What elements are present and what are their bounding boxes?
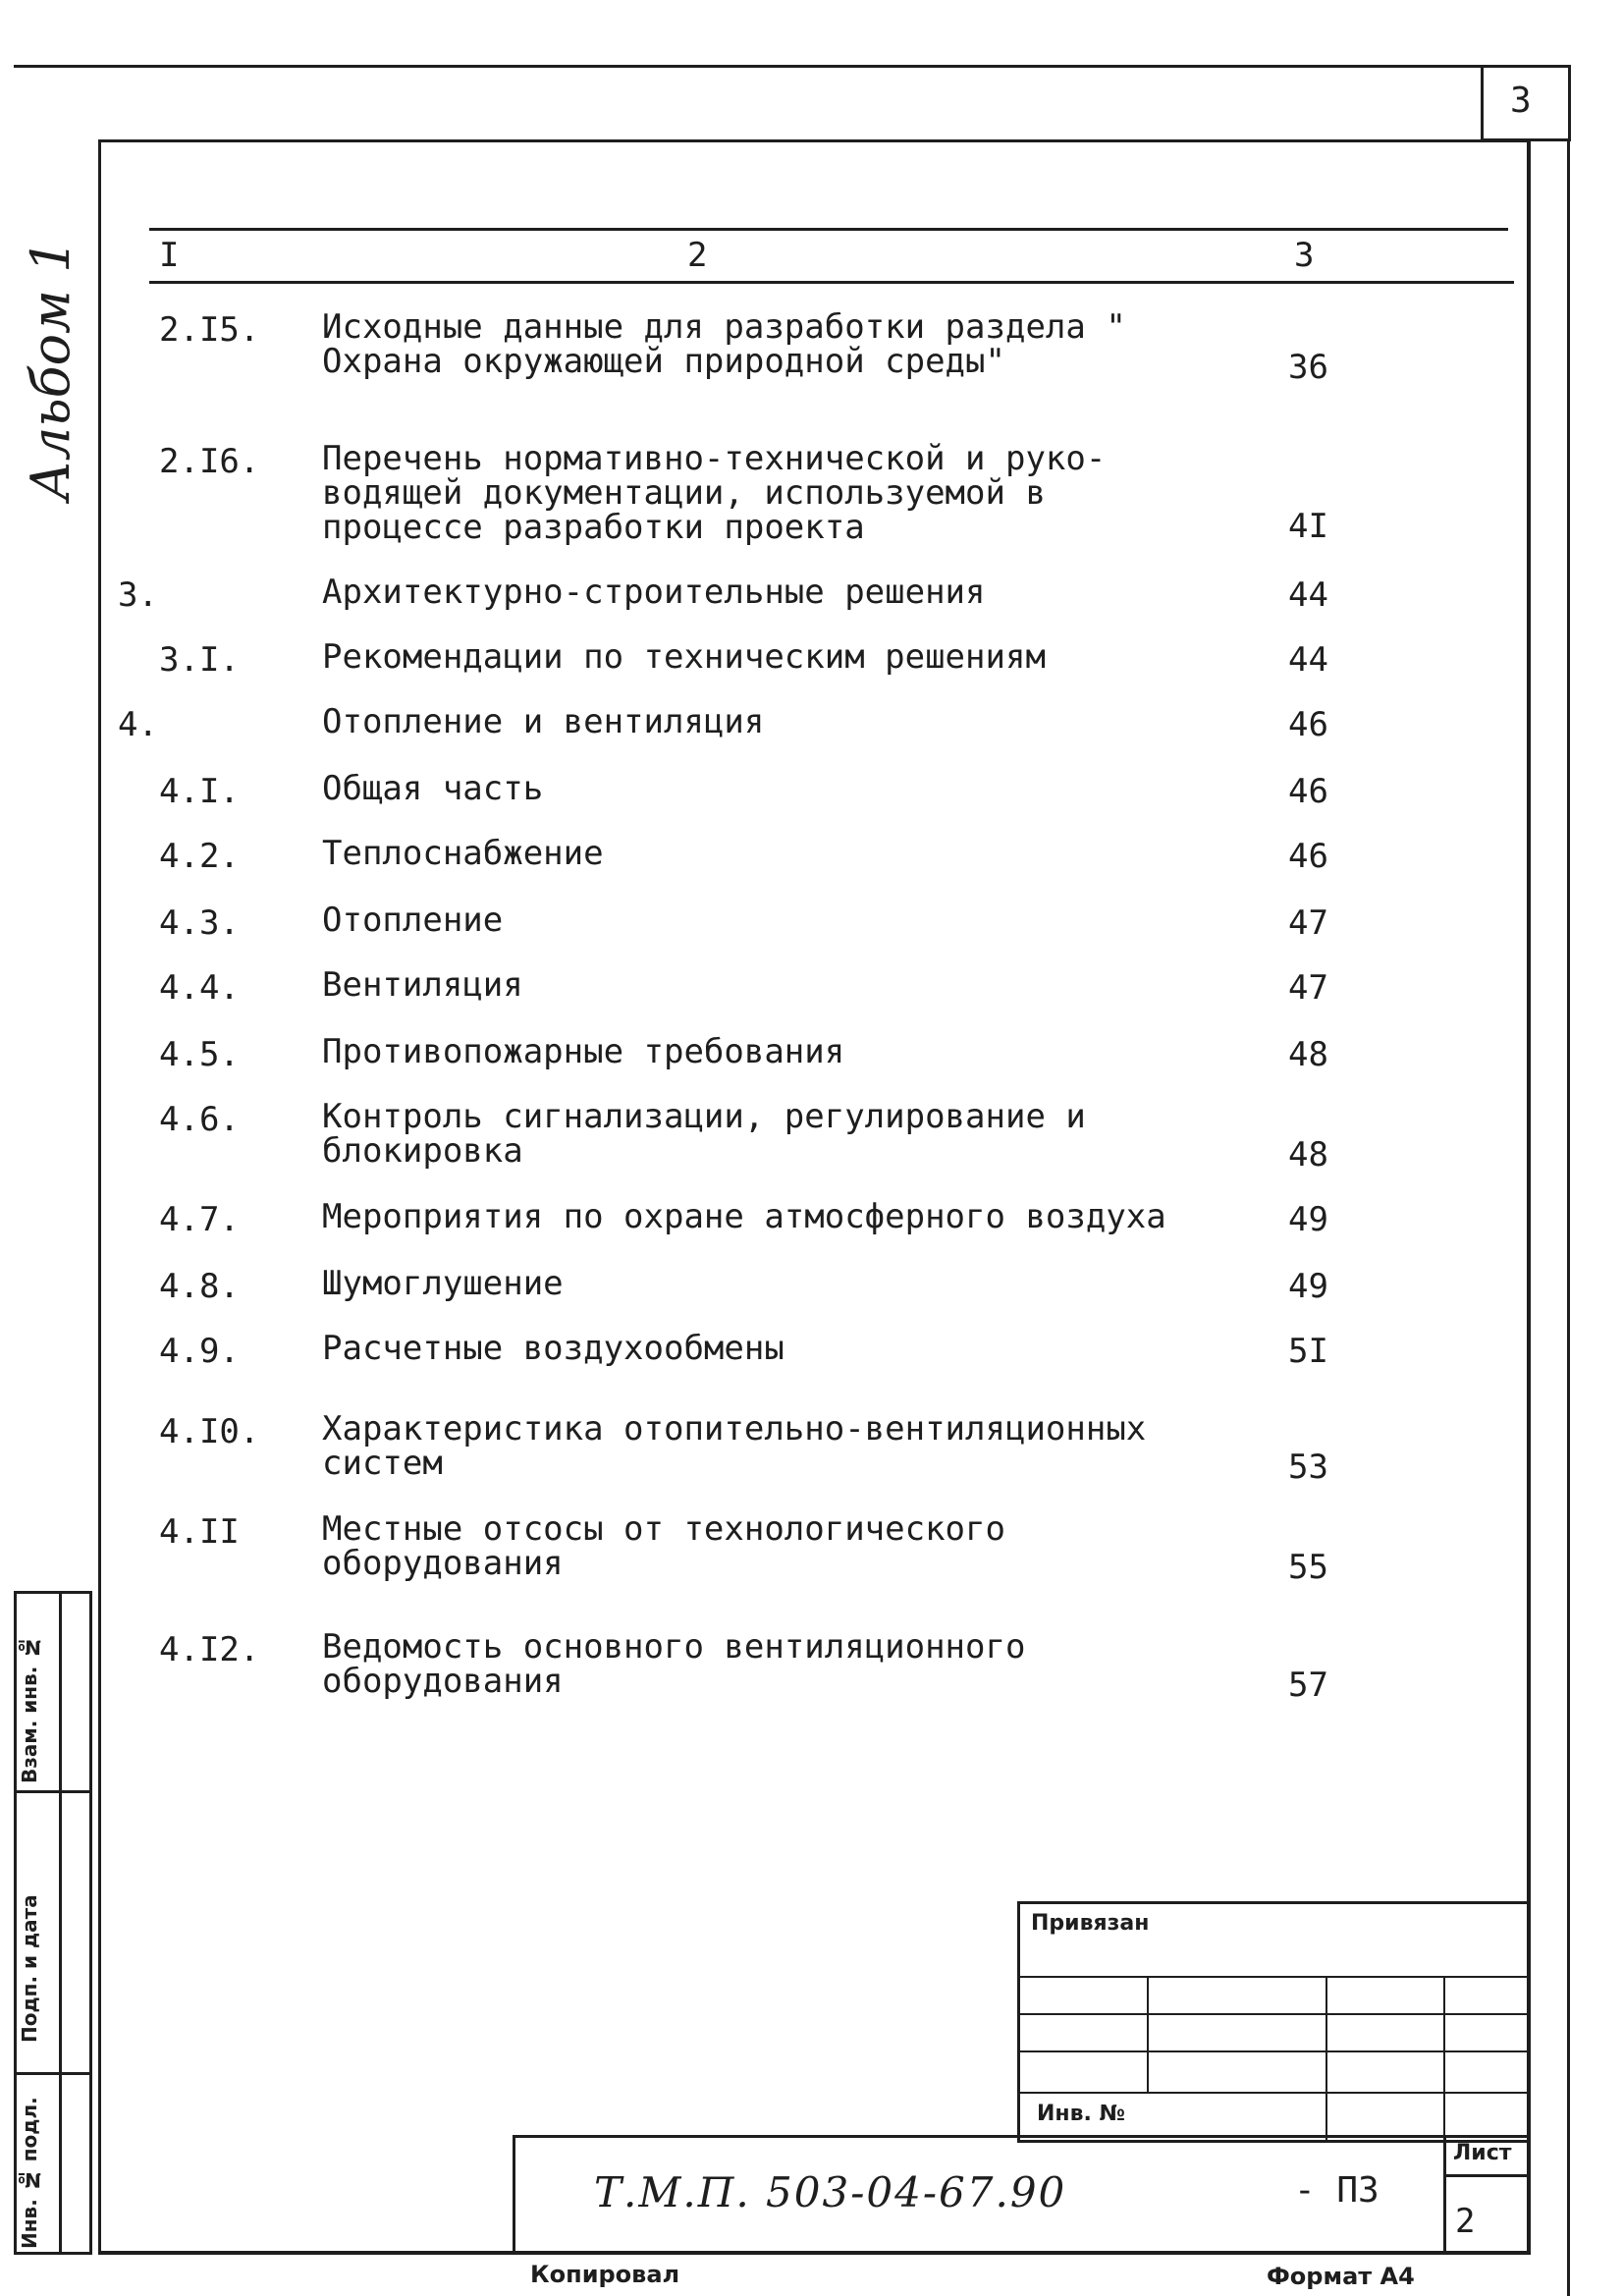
- toc-row-page: 57: [1288, 1666, 1328, 1705]
- page-number: 3: [1510, 81, 1532, 121]
- toc-row-title: Вентиляция: [322, 965, 523, 1005]
- stamp-vzam-inv-label: Взам. инв. №: [18, 1635, 41, 1783]
- tb-grid-v2: [1325, 1976, 1327, 2143]
- toc-row-title: Мероприятия по охране атмосферного воздуха: [322, 1197, 1166, 1236]
- tb-grid-h1: [1017, 1976, 1530, 1978]
- tb-grid-h2: [1017, 2013, 1530, 2015]
- toc-row-page: 55: [1288, 1548, 1328, 1587]
- sheet-label: Лист: [1453, 2141, 1512, 2165]
- tb-grid-v1: [1147, 1976, 1149, 2092]
- top-border-line: [14, 65, 1571, 68]
- toc-row-page: 4I: [1288, 507, 1328, 546]
- toc-row-page: 46: [1288, 837, 1328, 876]
- toc-row-title: Контроль сигнализации, регулирование и блокировка: [322, 1097, 1086, 1171]
- toc-row-title: Архитектурно-строительные решения: [322, 573, 986, 612]
- stamp-podp-data-label: Подп. и дата: [18, 1894, 41, 2043]
- toc-row-number: 4.5.: [159, 1035, 240, 1074]
- toc-row-title: Исходные данные для разработки раздела " Охрана окружающей природной среды": [322, 307, 1126, 381]
- toc-row-page: 44: [1288, 640, 1328, 680]
- toc-row-number: 4.8.: [159, 1267, 240, 1306]
- toc-row-number: 4.7.: [159, 1200, 240, 1239]
- tb-grid-h4: [1017, 2092, 1530, 2094]
- stamp-inv-podl-label: Инв. № подл.: [18, 2097, 41, 2249]
- toc-row-page: 44: [1288, 575, 1328, 615]
- album-handwritten-mark: Альбом 1: [20, 239, 81, 501]
- toc-header-top-rule: [149, 228, 1508, 231]
- right-outer-line: [1567, 139, 1570, 2296]
- toc-row-number: 4.: [118, 705, 158, 744]
- toc-row-page: 5I: [1288, 1332, 1328, 1371]
- sheet-divider-v: [1443, 2135, 1446, 2255]
- document-code: - ПЗ: [1294, 2170, 1380, 2211]
- toc-row-number: 4.I2.: [159, 1630, 260, 1669]
- toc-row-number: 4.4.: [159, 968, 240, 1008]
- toc-row-title: Отопление и вентиляция: [322, 702, 765, 741]
- privyazan-label: Привязан: [1031, 1911, 1150, 1936]
- toc-row-title: Рекомендации по техническим решениям: [322, 637, 1046, 677]
- toc-row-title: Перечень нормативно-технической и руко-водящей документации, используемой в процессе разработки проекта: [322, 439, 1107, 547]
- toc-row-page: 47: [1288, 968, 1328, 1008]
- toc-row-title: Характеристика отопительно-вентиляционных систем: [322, 1409, 1147, 1483]
- toc-row-page: 47: [1288, 903, 1328, 943]
- toc-row-page: 53: [1288, 1448, 1328, 1487]
- toc-header-col3: 3: [1294, 236, 1315, 275]
- toc-row-number: 4.9.: [159, 1332, 240, 1371]
- toc-row-number: 4.2.: [159, 837, 240, 876]
- toc-row-page: 48: [1288, 1035, 1328, 1074]
- toc-row-number: 4.II: [159, 1512, 240, 1552]
- toc-row-title: Ведомость основного вентиляционного оборудования: [322, 1627, 1026, 1701]
- toc-row-title: Местные отсосы от технологического оборудования: [322, 1509, 1005, 1583]
- toc-row-number: 4.6.: [159, 1100, 240, 1139]
- toc-row-page: 46: [1288, 705, 1328, 744]
- toc-header-col2: 2: [687, 236, 708, 275]
- toc-row-title: Отопление: [322, 901, 504, 940]
- toc-row-title: Противопожарные требования: [322, 1032, 845, 1071]
- toc-row-number: 3.: [118, 575, 158, 615]
- toc-row-title: Теплоснабжение: [322, 834, 604, 873]
- toc-row-page: 36: [1288, 348, 1328, 387]
- toc-header-col1: I: [159, 236, 180, 275]
- stamp-inner-divider: [59, 1591, 62, 2255]
- toc-row-number: 2.I5.: [159, 310, 260, 350]
- toc-header-bottom-rule: [149, 281, 1514, 284]
- footer-copied: Копировал: [530, 2261, 680, 2288]
- sheet-number: 2: [1455, 2202, 1476, 2241]
- sheet-divider-h: [1443, 2174, 1530, 2177]
- toc-row-title: Общая часть: [322, 769, 544, 808]
- tb-grid-h3: [1017, 2050, 1530, 2052]
- toc-row-page: 46: [1288, 772, 1328, 811]
- toc-row-number: 4.I.: [159, 772, 240, 811]
- tb-grid-v3: [1443, 1976, 1445, 2143]
- toc-row-page: 49: [1288, 1200, 1328, 1239]
- inv-no-label: Инв. №: [1037, 2102, 1126, 2126]
- footer-format: Формат А4: [1267, 2263, 1415, 2290]
- toc-row-number: 3.I.: [159, 640, 240, 680]
- toc-row-page: 48: [1288, 1135, 1328, 1175]
- toc-row-number: 4.3.: [159, 903, 240, 943]
- toc-row-number: 2.I6.: [159, 442, 260, 481]
- toc-row-number: 4.I0.: [159, 1412, 260, 1451]
- document-designation: Т.М.П. 503-04-67.90: [594, 2168, 1067, 2216]
- toc-row-title: Шумоглушение: [322, 1264, 564, 1303]
- toc-row-title: Расчетные воздухообмены: [322, 1329, 784, 1368]
- toc-row-page: 49: [1288, 1267, 1328, 1306]
